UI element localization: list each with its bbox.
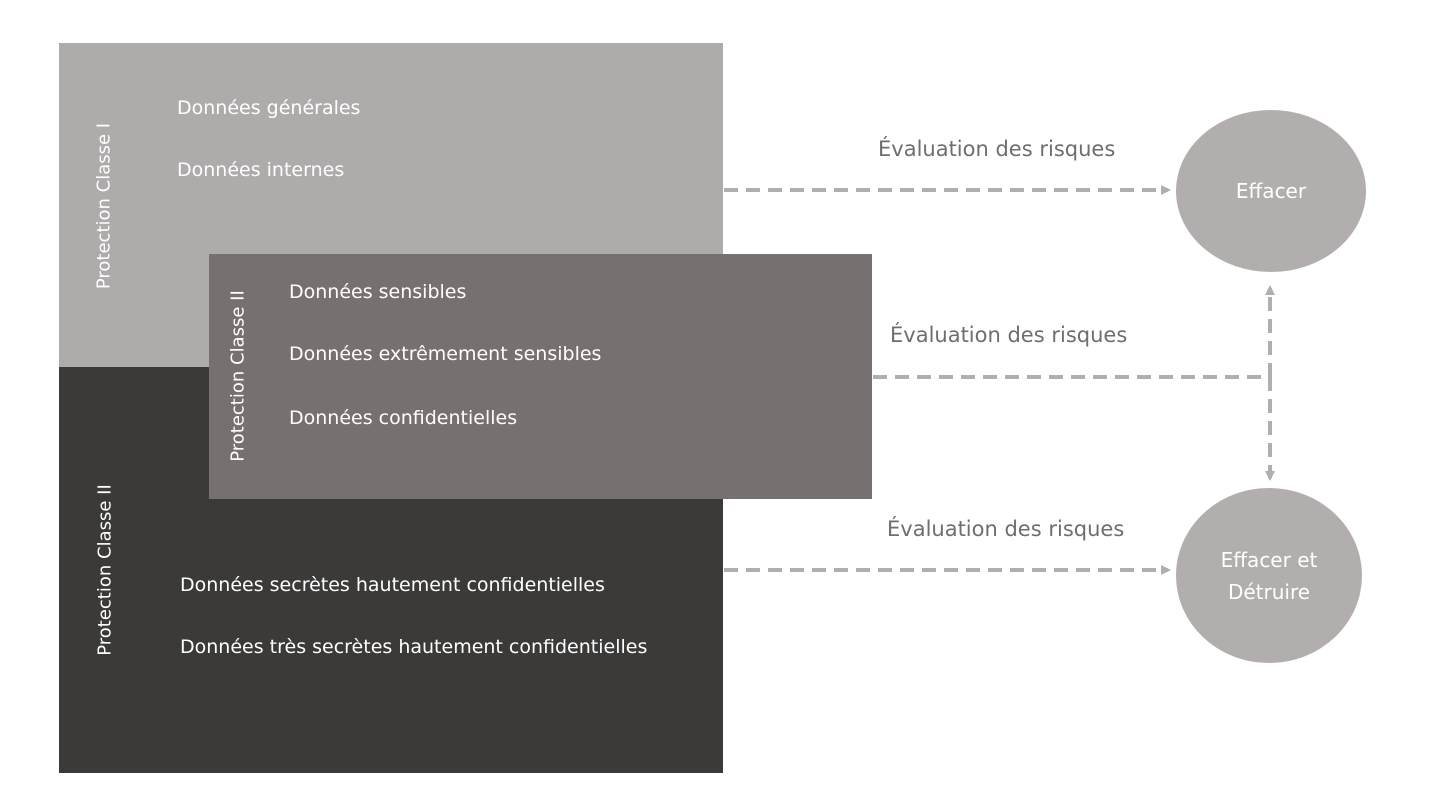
class1-item: Données internes bbox=[177, 159, 345, 181]
protection-class-1-label: Protection Classe I bbox=[93, 122, 115, 290]
erase-destroy-label bbox=[1221, 544, 1318, 608]
erase-destroy-circle bbox=[1176, 488, 1362, 663]
class3-item: Données très secrètes hautement confidentielles bbox=[180, 636, 648, 658]
class2-item: Données confidentielles bbox=[289, 407, 518, 429]
evaluation-label: Évaluation des risques bbox=[878, 137, 1116, 161]
erase-label: Effacer bbox=[1235, 179, 1307, 203]
class3-item: Données secrètes hautement confidentielles bbox=[180, 574, 605, 596]
class2-item: Données sensibles bbox=[289, 281, 467, 303]
evaluation-label: Évaluation des risques bbox=[887, 517, 1125, 541]
erase-circle bbox=[1176, 110, 1366, 272]
erase-destroy-line2: Détruire bbox=[1227, 579, 1311, 604]
class2-item: Données extrêmement sensibles bbox=[289, 343, 602, 365]
protection-class-2-label: Protection Classe II bbox=[227, 290, 249, 462]
class1-item: Données générales bbox=[177, 97, 361, 119]
evaluation-label: Évaluation des risques bbox=[890, 323, 1128, 347]
protection-class-2-lower-label: Protection Classe II bbox=[94, 484, 116, 656]
erase-destroy-line1: Effacer et bbox=[1220, 547, 1318, 572]
